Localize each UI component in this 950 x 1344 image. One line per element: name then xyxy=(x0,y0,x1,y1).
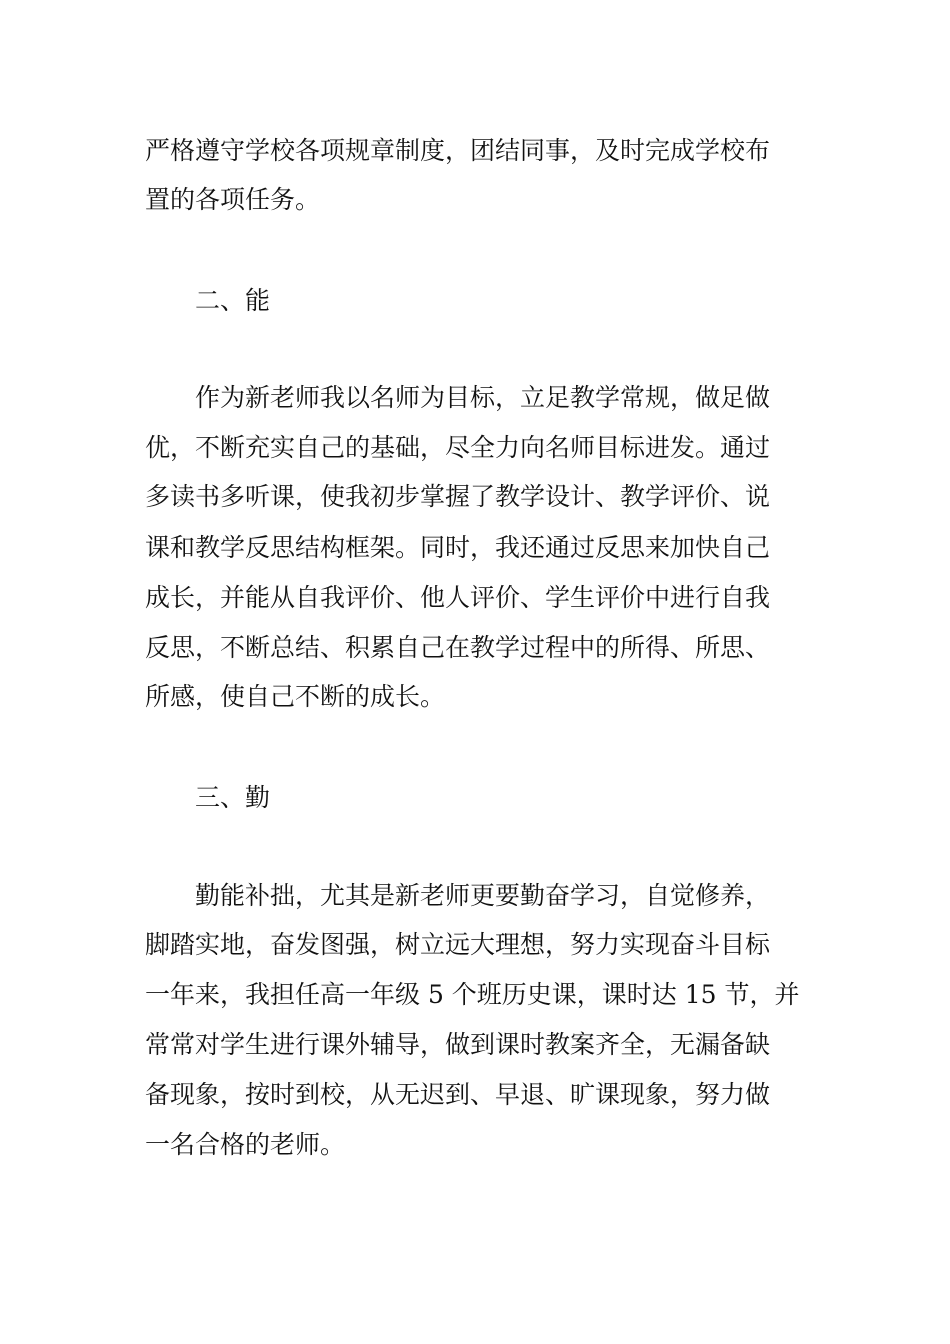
paragraph-3-line-1: 勤能补拙，尤其是新老师更要勤奋学习，自觉修养， xyxy=(195,881,771,910)
paragraph-3-line-6: 一名合格的老师。 xyxy=(145,1130,346,1159)
paragraph-2-line-3: 多读书多听课，使我初步掌握了教学设计、教学评价、说 xyxy=(145,482,771,511)
paragraph-1-line-1: 严格遵守学校各项规章制度，团结同事，及时完成学校布 xyxy=(145,136,771,165)
paragraph-3-line-2: 脚踏实地，奋发图强，树立远大理想，努力实现奋斗目标 xyxy=(145,930,771,959)
paragraph-3-line-5: 备现象，按时到校，从无迟到、早退、旷课现象，努力做 xyxy=(145,1080,771,1109)
paragraph-2-line-1: 作为新老师我以名师为目标，立足教学常规，做足做 xyxy=(195,383,771,412)
paragraph-2-line-5: 成长，并能从自我评价、他人评价、学生评价中进行自我 xyxy=(145,583,771,612)
paragraph-2-line-4: 课和教学反思结构框架。同时，我还通过反思来加快自己 xyxy=(145,533,771,562)
paragraph-2-line-7: 所感，使自己不断的成长。 xyxy=(145,682,446,711)
paragraph-2-line-6: 反思，不断总结、积累自己在教学过程中的所得、所思、 xyxy=(145,633,771,662)
paragraph-1-line-2: 置的各项任务。 xyxy=(145,185,321,214)
paragraph-3-line-4: 常常对学生进行课外辅导，做到课时教案齐全，无漏备缺 xyxy=(145,1030,771,1059)
section-heading-neng: 二、能 xyxy=(195,286,271,315)
paragraph-2-line-2: 优，不断充实自己的基础，尽全力向名师目标进发。通过 xyxy=(145,433,771,462)
section-heading-qin: 三、勤 xyxy=(195,783,271,812)
paragraph-3-line-3: 一年来，我担任高一年级 5 个班历史课，课时达 15 节，并 xyxy=(145,980,800,1009)
